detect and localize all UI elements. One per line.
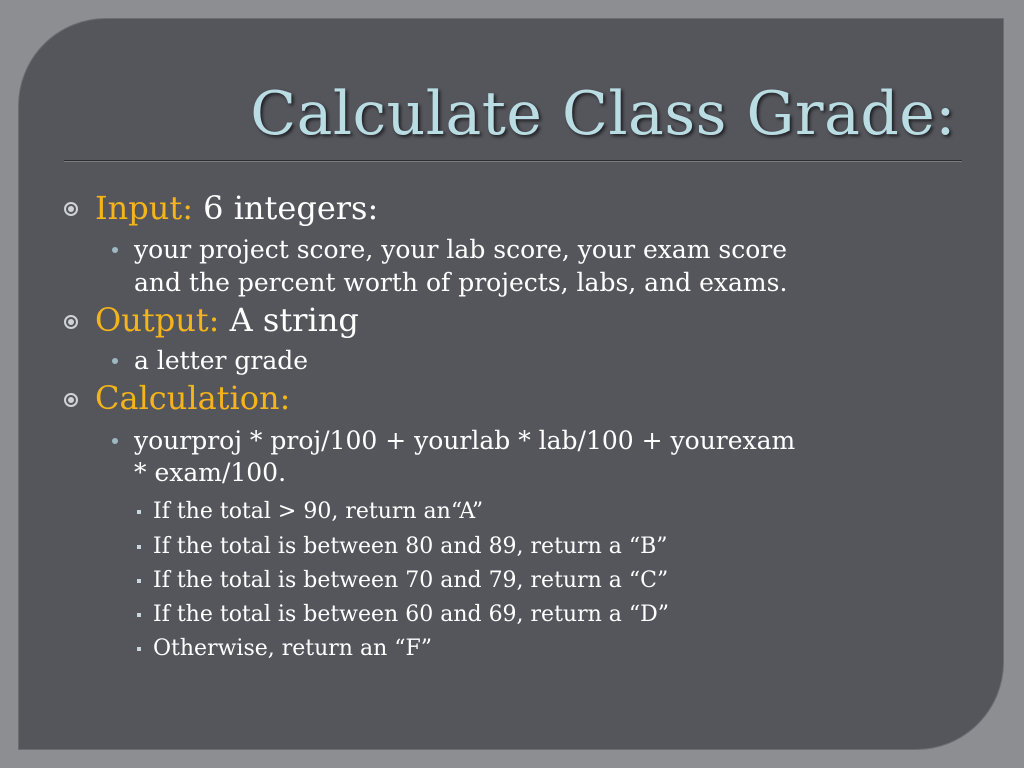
rule-item: If the total is between 70 and 79, return a “C” [153,568,669,593]
square-bullet-icon [137,613,141,617]
slide-title: Calculate Class Grade: [250,79,956,149]
dot-bullet-icon [112,247,118,253]
square-bullet-icon [137,545,141,549]
subitem-text: yourproj * proj/100 + yourlab * lab/100 + yourexam [134,426,796,455]
subitem-text: a letter grade [134,346,309,375]
square-bullet-icon [137,647,141,651]
circle-bullet-icon [64,393,78,407]
rule-item: If the total is between 60 and 69, return a “D” [153,602,670,627]
bullet-text: A string [219,301,359,339]
bullet-heading: Output: [95,301,220,339]
square-bullet-icon [137,510,141,514]
circle-bullet-icon [64,315,78,329]
dot-bullet-icon [112,438,118,444]
bullet-input [95,188,378,228]
circle-bullet-icon [64,202,78,216]
square-bullet-icon [137,579,141,583]
bullet-calculation [95,378,290,418]
subitem-text: * exam/100. [134,458,287,487]
rule-item: Otherwise, return an “F” [153,636,433,661]
rule-item: If the total is between 80 and 89, return a “B” [153,534,668,559]
dot-bullet-icon [112,358,118,364]
subitem-text: and the percent worth of projects, labs, and exams. [134,268,788,297]
rule-item: If the total > 90, return an“A” [153,499,484,524]
bullet-output [95,300,359,340]
bullet-heading: Calculation: [95,379,291,417]
bullet-heading: Input: [95,189,193,227]
subitem-text: your project score, your lab score, your exam score [134,235,788,264]
bullet-text: 6 integers: [192,189,379,227]
